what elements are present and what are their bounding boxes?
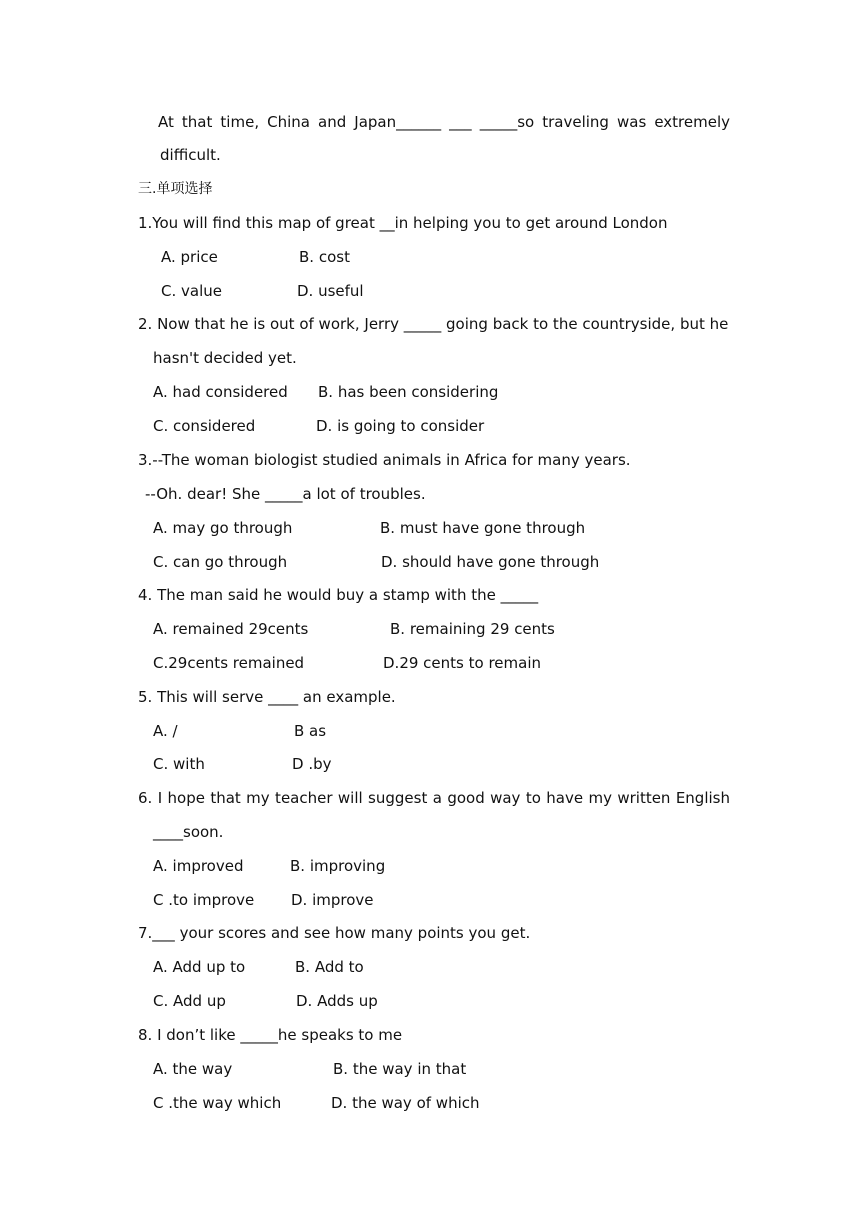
option: C. value [161, 282, 222, 300]
option: D. Adds up [296, 992, 378, 1010]
question-stem: 3.--The woman biologist studied animals in Africa for many years. [138, 451, 631, 469]
option: C. with [153, 755, 205, 773]
question-stem: 7.___ your scores and see how many points you get. [138, 924, 531, 942]
option: C. can go through [153, 553, 288, 571]
question-stem: --Oh. dear! She _____a lot of troubles. [145, 485, 426, 503]
option: D.29 cents to remain [383, 654, 541, 672]
option: B as [294, 722, 327, 740]
option: B. cost [299, 248, 350, 266]
option: C. considered [153, 417, 256, 435]
option: B. the way in that [333, 1060, 467, 1078]
option: B. Add to [295, 958, 364, 976]
option: C.29cents remained [153, 654, 305, 672]
option: D. the way of which [331, 1094, 480, 1112]
question-stem: hasn't decided yet. [153, 349, 297, 367]
intro-line: At that time, China and Japan______ ___ _____so traveling was extremely [158, 113, 730, 131]
option: D. improve [291, 891, 374, 909]
question-stem: 1.You will find this map of great __in helping you to get around London [138, 214, 668, 232]
option: D. useful [297, 282, 364, 300]
question-stem: 6. I hope that my teacher will suggest a good way to have my written English [138, 789, 730, 807]
option: C .to improve [153, 891, 255, 909]
question-stem: 4. The man said he would buy a stamp with the _____ [138, 586, 539, 604]
option: C .the way which [153, 1094, 282, 1112]
option: A. may go through [153, 519, 293, 537]
question-stem: 8. I don’t like _____he speaks to me [138, 1026, 403, 1044]
section-heading: 三.单项选择 [138, 181, 213, 197]
option: B. remaining 29 cents [390, 620, 555, 638]
option: C. Add up [153, 992, 226, 1010]
option: A. / [153, 722, 178, 740]
option: A. the way [153, 1060, 233, 1078]
option: B. has been considering [318, 383, 499, 401]
option: A. remained 29cents [153, 620, 309, 638]
option: B. improving [290, 857, 386, 875]
question-stem: 5. This will serve ____ an example. [138, 688, 396, 706]
option: A. Add up to [153, 958, 246, 976]
option: D. is going to consider [316, 417, 485, 435]
intro-line: difficult. [160, 146, 221, 164]
option: A. improved [153, 857, 244, 875]
option: A. price [161, 248, 218, 266]
option: D. should have gone through [381, 553, 600, 571]
question-stem: ____soon. [153, 823, 224, 841]
option: A. had considered [153, 383, 288, 401]
question-stem: 2. Now that he is out of work, Jerry _____ going back to the countryside, but he [138, 315, 729, 333]
option: B. must have gone through [380, 519, 586, 537]
option: D .by [292, 755, 332, 773]
